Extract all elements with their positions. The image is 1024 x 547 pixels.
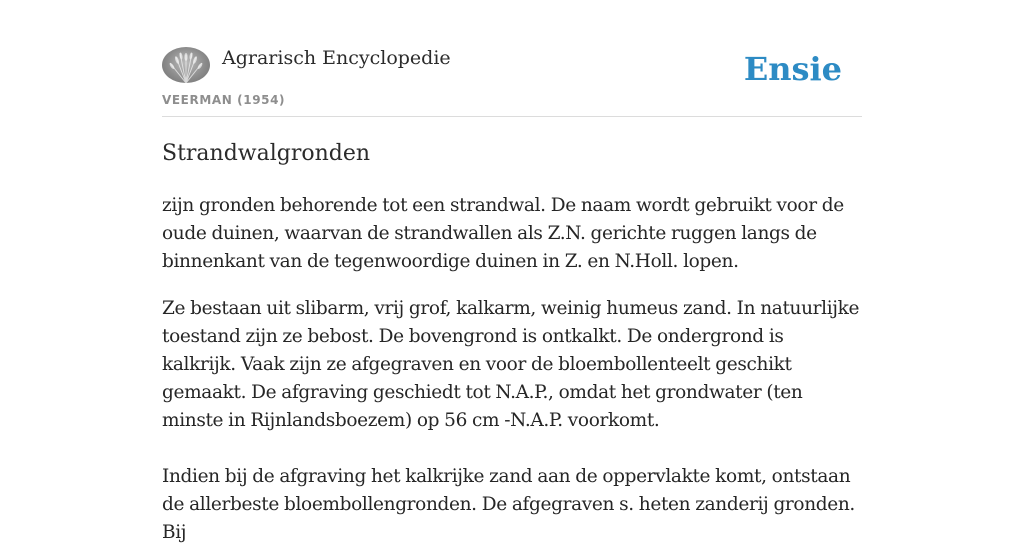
article-paragraph: Indien bij de afgraving het kalkrijke zand aan de oppervlakte komt, ontstaan de allerbeste bloembollengronden. De afgegraven s. heten zanderij gronden. Bij (162, 466, 855, 543)
wheat-ears-icon[interactable] (162, 47, 210, 83)
author-edition: VEERMAN (1954) (162, 93, 286, 107)
article-header (162, 0, 862, 117)
article-body (162, 192, 862, 547)
article-paragraph: zijn gronden behorende tot een strandwal. De naam wordt gebruikt voor de oude duinen, waarvan de strandwallen als Z.N. gerichte ruggen langs de binnenkant van de tegenwoordige duinen in Z. en N.Holl. lopen. (162, 195, 844, 272)
ensie-brand-logo[interactable]: Ensie (743, 50, 842, 88)
article-title: Strandwalgronden (162, 141, 371, 166)
article-card (162, 0, 862, 543)
publication-title[interactable]: Agrarisch Encyclopedie (222, 47, 451, 69)
article-paragraph: Ze bestaan uit slibarm, vrij grof, kalkarm, weinig humeus zand. In natuurlijke toestand zijn ze bebost. De bovengrond is ontkalkt. De ondergrond is kalkrijk. Vaak zijn ze afgegraven en voor de bloembollenteelt geschikt gemaakt. De afgraving geschiedt tot N.A.P., omdat het grondwater (ten minste in Rijnlandsboezem) op 56 cm -N.A.P. voorkomt. (162, 298, 860, 431)
